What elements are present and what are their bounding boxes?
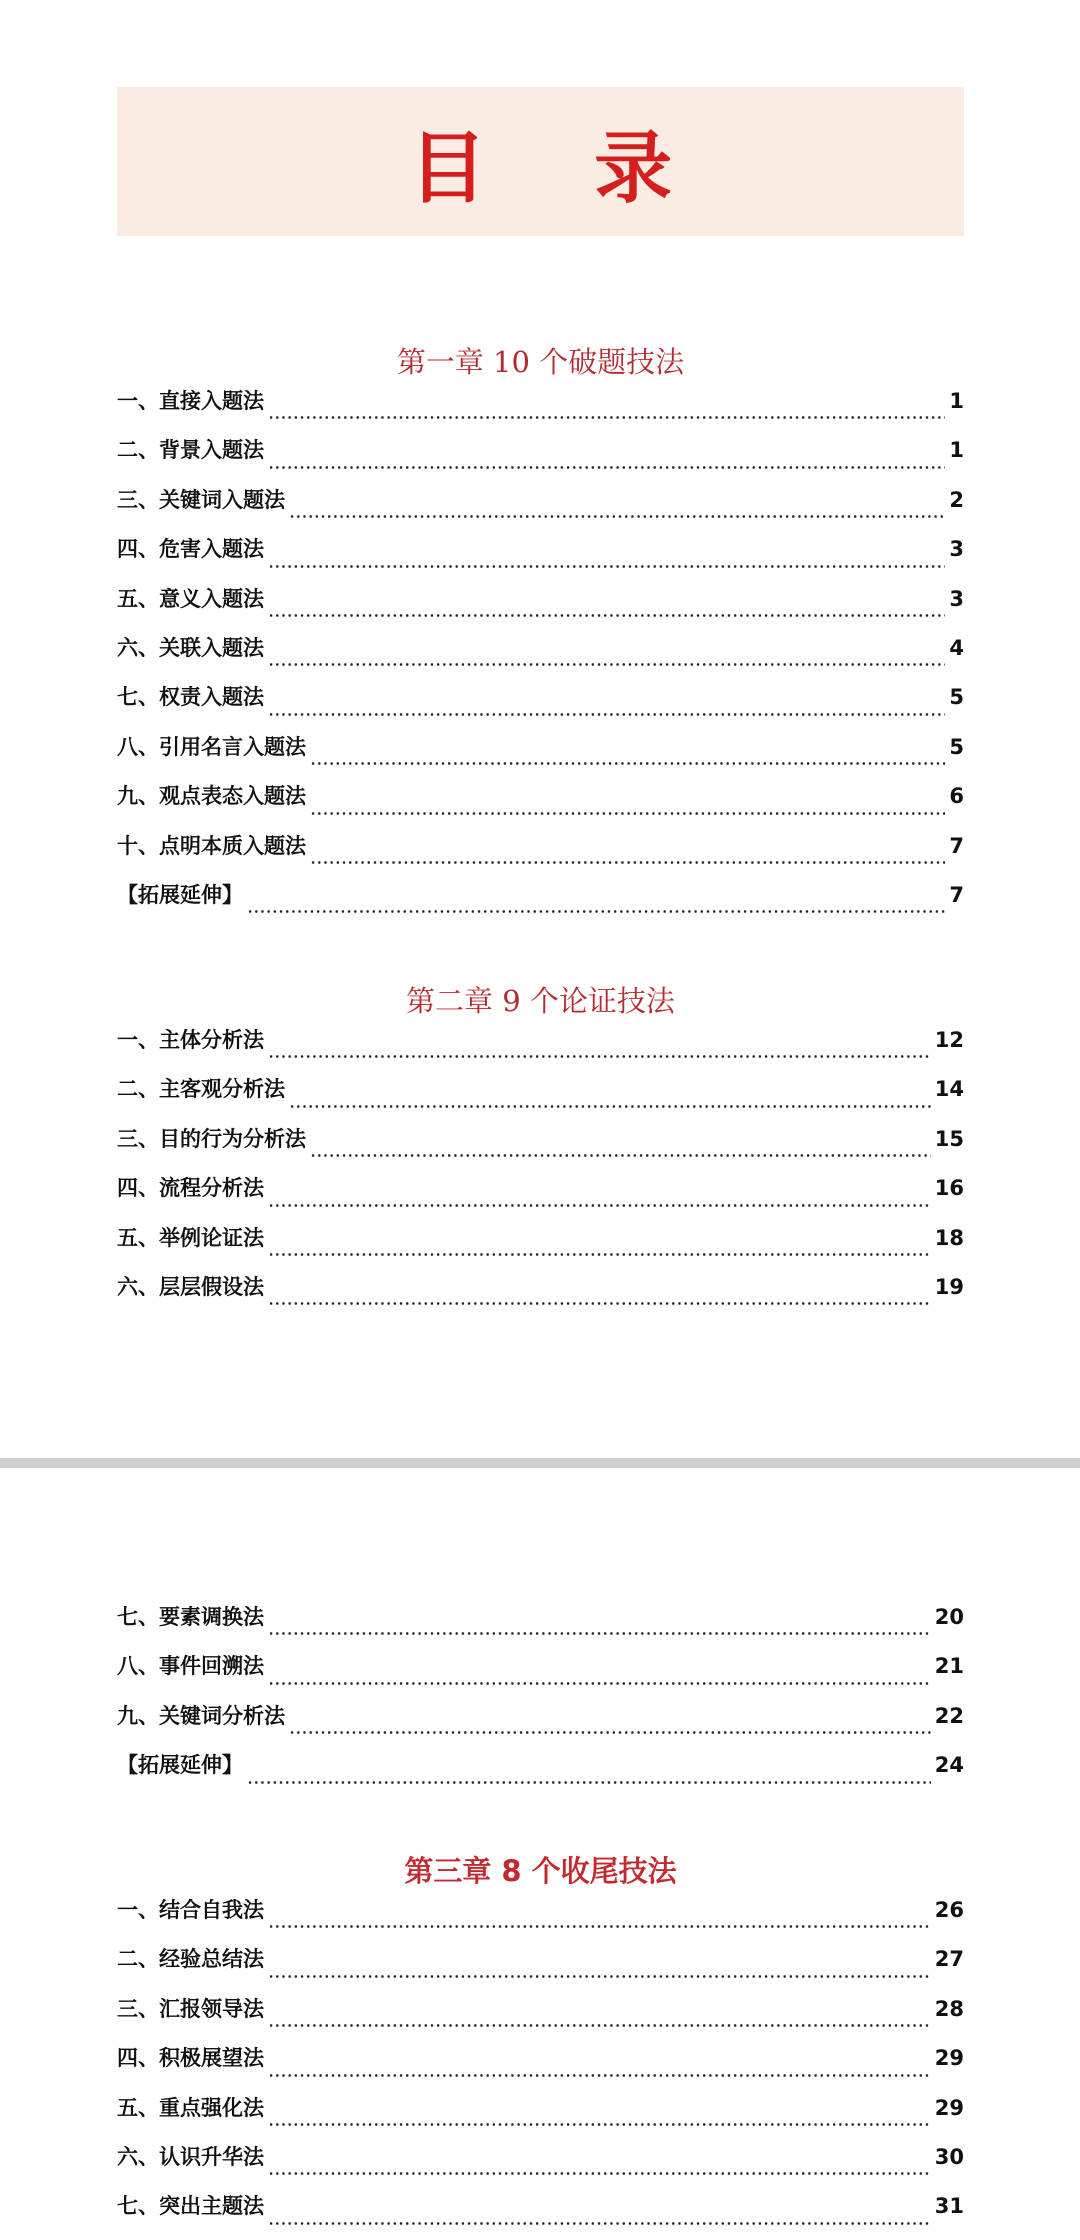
chapter-1-heading: 第一章 10 个破题技法 [396, 345, 685, 379]
toc-entry-title: 六、层层假设法 [117, 1274, 264, 1299]
dot-leader [268, 1925, 931, 1928]
toc-entry-title: 三、汇报领导法 [117, 1996, 264, 2021]
dot-leader [268, 1302, 931, 1305]
dot-leader [310, 861, 945, 864]
toc-entry-page-number: 3 [949, 537, 964, 562]
toc-entry-page-number: 6 [949, 784, 964, 809]
toc-entry-title: 一、结合自我法 [117, 1898, 264, 1922]
toc-entry-title: 一、主体分析法 [117, 1028, 264, 1052]
toc-entry-page-number: 5 [949, 685, 964, 710]
toc-entry-page-number: 1 [949, 389, 964, 413]
chapter-1-toc [117, 385, 964, 928]
toc-entry-title: 三、目的行为分析法 [117, 1126, 306, 1151]
toc-entry-title: 九、关键词分析法 [117, 1703, 285, 1728]
toc-entry-page-number: 12 [934, 1028, 964, 1052]
dot-leader [289, 1105, 931, 1108]
toc-entry-title: 十、点明本质入题法 [117, 833, 306, 858]
toc-entry-page-number: 26 [934, 1898, 964, 1922]
toc-entry-title: 八、引用名言入题法 [117, 734, 306, 759]
toc-entry[interactable] [117, 830, 964, 879]
toc-entry[interactable] [117, 1601, 964, 1650]
dot-leader [268, 2024, 931, 2027]
dot-leader [268, 2222, 931, 2225]
toc-entry[interactable] [117, 484, 964, 533]
toc-entry-title: 二、经验总结法 [117, 1947, 264, 1972]
dot-leader [268, 466, 945, 469]
toc-entry-title: 【拓展延伸】 [117, 882, 243, 907]
toc-entry-title: 八、事件回溯法 [117, 1654, 264, 1679]
toc-entry[interactable] [117, 1222, 964, 1271]
dot-leader [268, 416, 945, 419]
chapter-2-heading: 第二章 9 个论证技法 [406, 984, 675, 1018]
toc-entry-title: 二、主客观分析法 [117, 1077, 285, 1102]
toc-entry[interactable] [117, 632, 964, 681]
toc-entry[interactable] [117, 731, 964, 780]
toc-entry-page-number: 7 [949, 882, 964, 907]
dot-leader [310, 1154, 931, 1157]
toc-entry-page-number: 4 [949, 635, 964, 660]
toc-entry-page-number: 2 [949, 487, 964, 512]
toc-entry[interactable] [117, 1749, 964, 1798]
toc-entry-title: 九、观点表态入题法 [117, 784, 306, 809]
dot-leader [289, 1731, 931, 1734]
toc-entry[interactable] [117, 2141, 964, 2190]
toc-entry[interactable] [117, 1700, 964, 1749]
toc-entry[interactable] [117, 780, 964, 829]
dot-leader [289, 515, 945, 518]
toc-entry[interactable] [117, 2042, 964, 2091]
toc-entry-page-number: 22 [934, 1703, 964, 1728]
chapter-3-heading: 第三章 8 个收尾技法 [404, 1854, 677, 1888]
toc-entry-page-number: 16 [934, 1176, 964, 1201]
toc-entry-page-number: 27 [934, 1947, 964, 1972]
toc-entry-title: 五、举例论证法 [117, 1225, 264, 1250]
dot-leader [268, 614, 945, 617]
toc-entry[interactable] [117, 2092, 964, 2141]
toc-entry-title: 七、要素调换法 [117, 1605, 264, 1629]
toc-entry[interactable] [117, 1172, 964, 1221]
toc-entry-title: 七、突出主题法 [117, 2194, 264, 2219]
toc-entry-title: 七、权责入题法 [117, 685, 264, 710]
toc-entry-page-number: 7 [949, 833, 964, 858]
toc-entry-page-number: 5 [949, 734, 964, 759]
toc-entry-page-number: 24 [934, 1753, 964, 1778]
toc-entry-title: 六、关联入题法 [117, 635, 264, 660]
chapter-2-toc [117, 1024, 964, 1320]
toc-entry-page-number: 14 [934, 1077, 964, 1102]
toc-entry[interactable] [117, 1894, 964, 1943]
dot-leader [268, 1975, 931, 1978]
toc-entry-title: 三、关键词入题法 [117, 487, 285, 512]
toc-entry-page-number: 21 [934, 1654, 964, 1679]
chapter-3-toc [117, 1894, 964, 2240]
toc-entry-title: 五、意义入题法 [117, 586, 264, 611]
toc-entry[interactable] [117, 1650, 964, 1699]
toc-entry-page-number: 31 [934, 2194, 964, 2219]
toc-entry-page-number: 28 [934, 1996, 964, 2021]
toc-entry[interactable] [117, 1993, 964, 2042]
toc-entry[interactable] [117, 879, 964, 928]
toc-entry-title: 五、重点强化法 [117, 2095, 264, 2120]
dot-leader [268, 565, 945, 568]
toc-entry-title: 四、危害入题法 [117, 537, 264, 562]
toc-entry-title: 【拓展延伸】 [117, 1753, 243, 1778]
dot-leader [268, 1204, 931, 1207]
toc-entry-page-number: 29 [934, 2095, 964, 2120]
dot-leader [247, 1781, 931, 1784]
page-separator [0, 1458, 1080, 1468]
toc-entry[interactable] [117, 385, 964, 434]
toc-entry[interactable] [117, 533, 964, 582]
toc-title: 目 录 [408, 123, 713, 214]
toc-page-2 [0, 1468, 1080, 2237]
dot-leader [310, 812, 945, 815]
dot-leader [268, 713, 945, 716]
toc-entry-page-number: 30 [934, 2144, 964, 2169]
dot-leader [268, 2172, 931, 2175]
toc-entry-title: 六、认识升华法 [117, 2144, 264, 2169]
toc-entry-page-number: 3 [949, 586, 964, 611]
toc-entry[interactable] [117, 434, 964, 483]
dot-leader [247, 910, 945, 913]
toc-title-banner [117, 87, 964, 236]
toc-entry-page-number: 1 [949, 438, 964, 463]
toc-entry-title: 四、积极展望法 [117, 2046, 264, 2071]
toc-entry[interactable] [117, 1271, 964, 1320]
toc-entry-title: 二、背景入题法 [117, 438, 264, 463]
dot-leader [268, 2074, 931, 2077]
toc-entry[interactable] [117, 1943, 964, 1992]
toc-entry[interactable] [117, 583, 964, 632]
dot-leader [268, 1632, 931, 1635]
dot-leader [268, 663, 945, 666]
toc-entry[interactable] [117, 2190, 964, 2239]
toc-entry[interactable] [117, 1073, 964, 1122]
toc-entry-page-number: 15 [934, 1126, 964, 1151]
toc-entry[interactable] [117, 1024, 964, 1073]
dot-leader [310, 762, 945, 765]
dot-leader [268, 1253, 931, 1256]
toc-entry-page-number: 19 [934, 1274, 964, 1299]
toc-entry-page-number: 18 [934, 1225, 964, 1250]
toc-entry-title: 一、直接入题法 [117, 389, 264, 413]
toc-entry[interactable] [117, 1123, 964, 1172]
toc-entry-page-number: 29 [934, 2046, 964, 2071]
dot-leader [268, 1055, 931, 1058]
toc-entry[interactable] [117, 681, 964, 730]
dot-leader [268, 2123, 931, 2126]
toc-entry-title: 四、流程分析法 [117, 1176, 264, 1201]
chapter-2-toc-continued [117, 1601, 964, 1799]
dot-leader [268, 1682, 931, 1685]
toc-entry-page-number: 20 [934, 1605, 964, 1629]
